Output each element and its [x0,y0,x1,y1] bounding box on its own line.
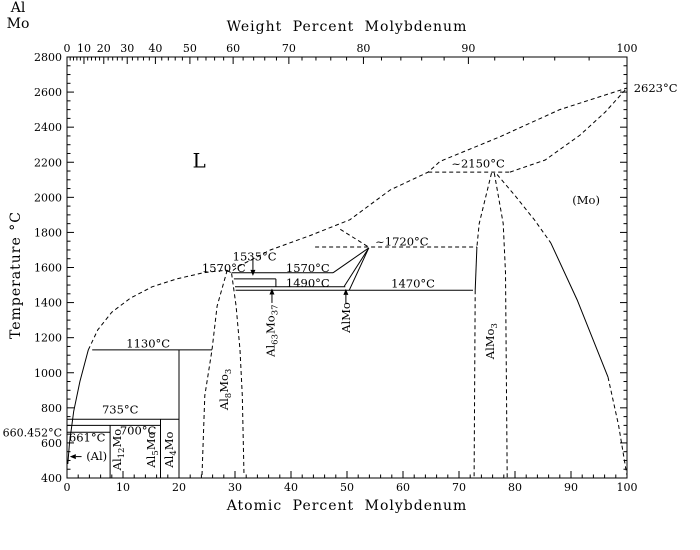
arrow-al [70,454,82,459]
svg-text:AlMo: AlMo [338,302,353,333]
svg-text:Al5Mo: $Al_5Mo$ [144,431,161,468]
curve-almo3-left-upper [477,173,492,247]
phase-label-Al63Mo37 [263,304,280,357]
curve-liquidus-al-solid [68,350,89,464]
temperature-annotations [69,81,678,463]
x-axis-endpoint-mo: Mo [6,16,30,32]
curve-almo-left-edge [344,248,369,287]
y-tick-label: 2400 [34,121,62,135]
y-axis-title: Temperature °C [8,211,24,339]
phase-label-Al4Mo [162,431,179,468]
y-special-label-660: 660.452°C [2,426,62,440]
annotation-2150C: ~2150°C [451,156,505,171]
x-tick-label: 80 [508,481,522,494]
top-tick-label: 60 [226,42,241,55]
plot-border [67,57,627,478]
x-tick-label: 40 [284,481,298,494]
top-tick-label: 70 [281,42,296,55]
phase-label-Al5Mo [144,431,161,468]
top-tick-label: 10 [76,42,91,55]
top-tick-label: 40 [148,42,163,55]
phase-label-AlMo3 [483,323,500,360]
x-tick-label: 70 [452,481,466,494]
annotation-Al: (Al) [86,449,108,464]
top-tick-label: 80 [356,42,371,55]
annotation-1470C: 1470°C [391,276,435,291]
annotation-1570C: 1570°C [285,260,330,275]
y-tick-label: 2800 [34,51,62,64]
svg-text:Al12Mo: $Al_{12}Mo$ [109,428,127,471]
svg-text:Al63Mo37: $Al_{63}Mo_{37}$ [263,304,281,357]
y-tick-label: 1400 [34,296,62,310]
annotation-1535C: 1535°C [232,249,277,264]
y-tick-label: 2000 [34,191,62,205]
curve-almo3-left-mid [475,247,477,290]
curve-mo-solvus-mid [551,243,608,377]
top-tick-label: 90 [461,42,476,55]
x-tick-label: 90 [564,481,578,494]
annotation-661C: 661°C [68,430,106,445]
phase-label-AlMo [339,302,353,334]
annotation-Mo: (Mo) [572,192,600,207]
phase-compound-labels [110,302,500,471]
arrow-almo [343,289,348,303]
annotation-1720C: ~1720°C [375,234,429,249]
y-tick-label: 2600 [34,86,62,100]
x-tick-label: 20 [172,481,186,494]
annotation-2623C: 2623°C [633,81,678,96]
annotation-1570C: 1570°C [201,260,246,275]
curve-mo-solvus-lower [608,377,627,475]
top-tick-label: 30 [120,42,135,55]
curve-mo-solvus-upper [497,175,551,243]
phase-label-Al8Mo3 [217,369,234,412]
annotation-1490C: 1490°C [285,275,330,290]
curve-almo3-left-lower [474,290,475,478]
y-tick-label: 1000 [34,366,62,380]
top-axis-title: Weight Percent Molybdenum [226,19,468,35]
y-tick-label: 1800 [34,226,62,240]
svg-text:Al8Mo3: $Al_8Mo_3$ [216,368,234,411]
x-tick-label: 10 [116,481,130,494]
top-tick-label: 0 [63,42,71,55]
x-tick-label: 0 [63,481,71,494]
svg-text:AlMo3: AlMo$_3$ [482,323,500,360]
y-tick-label: 600 [41,436,62,450]
phase-boundaries [67,88,627,478]
annotation-1130C: 1130°C [126,336,171,351]
top-tick-label: 50 [182,42,197,55]
y-tick-label: 400 [41,472,62,485]
svg-text:Al4Mo: $Al_4Mo$ [161,431,179,468]
y-tick-label: 1200 [34,331,62,345]
annotation-735C: 735°C [101,402,139,417]
annotation-700C: 700°C [119,423,157,438]
y-tick-label: 800 [41,401,62,415]
x-axis-endpoint-al: Al [10,0,26,16]
y-tick-label: 1600 [34,261,62,275]
annotation-L: L [192,148,206,173]
top-tick-label: 20 [96,42,111,55]
curve-almo-melt-dashed [340,229,369,247]
x-tick-label: 50 [340,481,354,494]
x-axis-title: Atomic Percent Molybdenum [226,498,468,514]
x-tick-label: 60 [396,481,410,494]
y-tick-label: 2200 [34,156,62,170]
x-tick-label: 100 [616,481,638,494]
top-tick-label: 100 [616,42,638,55]
x-tick-label: 30 [228,481,242,494]
curve-mo-solidus-dashed [510,88,627,172]
